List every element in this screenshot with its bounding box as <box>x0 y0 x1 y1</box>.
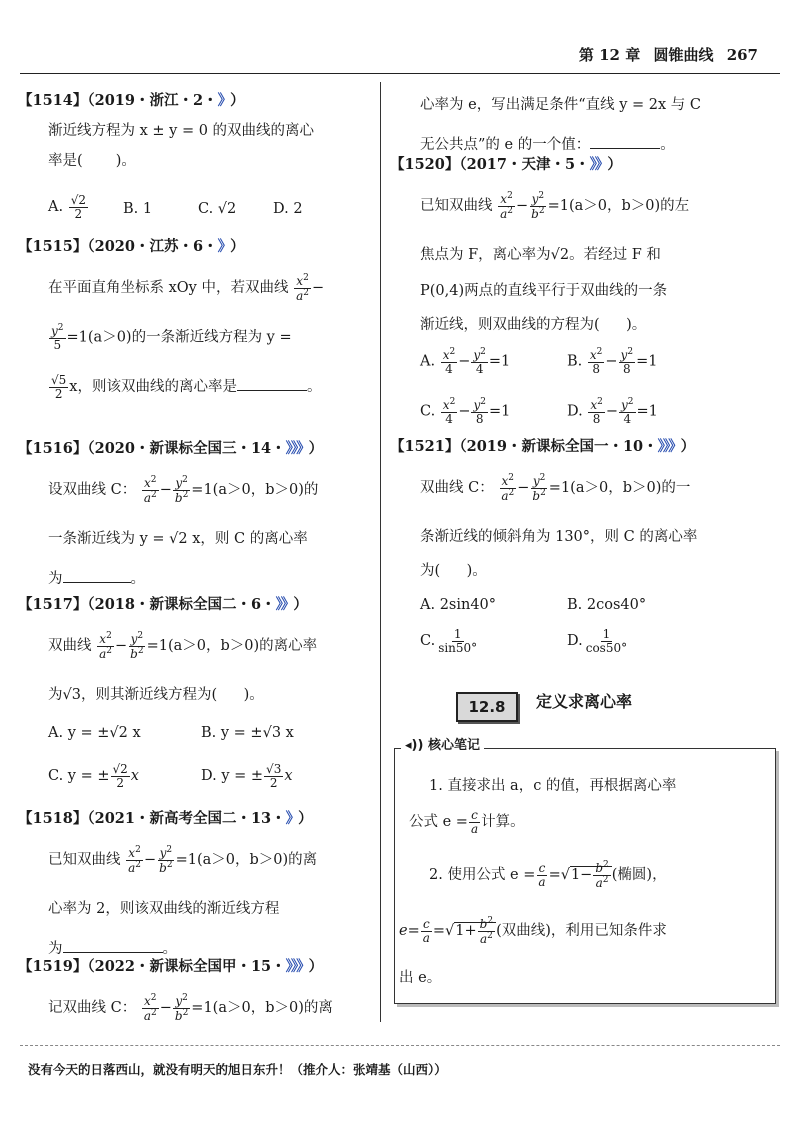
option-d: D. y = ± $\frac{√3}{2}$ x <box>201 762 293 790</box>
note-text: 2. 使用公式 e = $\frac{c}{a}$ =√1− $\frac{b^2}{a^2}$ (椭圆)， <box>429 860 667 890</box>
option-b: B. 2cos40° <box>567 597 647 613</box>
problem-text: 一条渐近线为 y = √2 x，则 C 的离心率 <box>48 531 308 547</box>
problem-text: 为( )。 <box>420 563 487 579</box>
option-a: A. y = ±√2 x <box>48 725 141 741</box>
problem-1521 <box>390 438 775 655</box>
problem-heading: 【1514】（2019・浙江・2・》） <box>18 92 245 109</box>
option-b: B. 1 <box>123 201 153 217</box>
option-a: A. $\frac{√2}{2}$ <box>48 193 86 221</box>
difficulty-icon: 》》》 <box>285 958 309 975</box>
option-d: D. $\frac{1}{\cos 50^\circ}$ <box>567 627 628 655</box>
difficulty-icon: 》 <box>217 238 231 255</box>
problem-text: 在平面直角坐标系 xOy 中，若双曲线 $\frac{x^2}{a^2}$ − <box>48 273 325 303</box>
option-c: C. $\frac{x^2}{4}$ − $\frac{y^2}{8}$ =1 <box>420 397 511 426</box>
note-text: e= $\frac{c}{a}$ =√1+ $\frac{b^2}{a^2}$ (双曲线)，利用已知条件求 <box>399 916 667 946</box>
problem-text: 为√3，则其渐近线方程为( )。 <box>48 687 264 703</box>
option-c: C. $\frac{1}{\sin 50^\circ}$ <box>420 627 478 655</box>
problem-text: 渐近线，则双曲线的方程为( )。 <box>420 317 647 333</box>
core-notes-box <box>394 738 776 1004</box>
problem-text: 条渐近线的倾斜角为 130°，则 C 的离心率 <box>420 529 698 545</box>
header-rule <box>20 73 780 74</box>
option-a: A. 2sin40° <box>420 597 497 613</box>
problem-1515 <box>18 238 373 401</box>
problem-heading: 【1515】（2020・江苏・6・》） <box>18 238 245 255</box>
page-number: 267 <box>726 46 758 64</box>
note-text: 1. 直接求出 a，c 的值，再根据离心率 <box>429 778 677 794</box>
problem-text: 双曲线 C： $\frac{x^2}{a^2}$ − $\frac{y^2}{b^2}$ =1(a＞0，b＞0)的一 <box>420 473 691 503</box>
problem-text: 已知双曲线 $\frac{x^2}{a^2}$ − $\frac{y^2}{b^2}$ =1(a＞0，b＞0)的离 <box>48 845 318 875</box>
page-header <box>0 0 800 75</box>
problem-text: 心率为 e，写出满足条件“直线 y = 2x 与 C <box>420 97 701 113</box>
option-c: C. √2 <box>198 201 237 217</box>
problem-text: 记双曲线 C： $\frac{x^2}{a^2}$ − $\frac{y^2}{b^2}$ =1(a＞0，b＞0)的离 <box>48 993 333 1023</box>
problem-text: 为 。 <box>48 568 145 587</box>
footer-rule <box>20 1045 780 1046</box>
problem-heading: 【1516】（2020・新课标全国三・14・》》》） <box>18 440 324 457</box>
problem-text: 无公共点”的 e 的一个值： 。 <box>420 134 675 153</box>
problem-heading: 【1518】（2021・新高考全国二・13・》） <box>18 810 313 827</box>
option-d: D. $\frac{x^2}{8}$ − $\frac{y^2}{4}$ =1 <box>567 397 658 426</box>
difficulty-icon: 》》 <box>589 156 608 173</box>
note-text: 出 e。 <box>399 970 442 986</box>
speaker-icon: ◂)) <box>405 738 424 753</box>
option-b: B. y = ±√3 x <box>201 725 294 741</box>
footer-quote: 没有今天的日落西山，就没有明天的旭日东升！（推介人：张靖基（山西）） <box>28 1062 447 1077</box>
note-text: 公式 e = $\frac{c}{a}$ 计算。 <box>409 808 525 836</box>
section-number-badge: 12.8 <box>456 692 518 722</box>
problem-text: 设双曲线 C： $\frac{x^2}{a^2}$ − $\frac{y^2}{b^2}$ =1(a＞0，b＞0)的 <box>48 475 319 505</box>
option-a: A. $\frac{x^2}{4}$ − $\frac{y^2}{4}$ =1 <box>420 347 511 376</box>
problem-heading: 【1517】（2018・新课标全国二・6・》》） <box>18 596 308 613</box>
problem-text: $\frac{y^2}{5}$ =1(a＞0)的一条渐近线方程为 y = <box>51 323 292 352</box>
problem-text: 为 。 <box>48 938 177 957</box>
section-title: 定义求离心率 <box>536 692 633 711</box>
problem-1514 <box>18 92 373 221</box>
problem-text: $\frac{√5}{2}$ x，则该双曲线的离心率是 。 <box>51 373 322 401</box>
problem-text: 已知双曲线 $\frac{x^2}{a^2}$ − $\frac{y^2}{b^2}$ =1(a＞0，b＞0)的左 <box>420 191 690 221</box>
option-b: B. $\frac{x^2}{8}$ − $\frac{y^2}{8}$ =1 <box>567 347 658 376</box>
problem-text: 焦点为 F，离心率为√2。若经过 F 和 <box>420 247 661 263</box>
difficulty-icon: 》》》 <box>285 440 309 457</box>
problem-text: 心率为 2，则该双曲线的渐近线方程 <box>48 901 280 917</box>
chapter-title: 圆锥曲线 <box>653 46 714 64</box>
column-divider <box>380 82 381 1022</box>
problem-heading: 【1520】（2017・天津・5・》》） <box>390 156 622 173</box>
header-text <box>571 44 758 65</box>
problem-text: 渐近线方程为 x ± y = 0 的双曲线的离心 <box>48 123 315 139</box>
problem-1516 <box>18 440 373 587</box>
chapter-label: 第 12 章 <box>578 46 641 64</box>
problem-text: P(0,4)两点的直线平行于双曲线的一条 <box>420 283 668 299</box>
difficulty-icon: 》 <box>285 810 299 827</box>
problem-heading: 【1521】（2019・新课标全国一・10・》》》） <box>390 438 696 455</box>
problem-1517 <box>18 596 373 790</box>
problem-1519 <box>18 958 373 1023</box>
option-c: C. y = ± $\frac{√2}{2}$ x <box>48 762 139 790</box>
difficulty-icon: 》 <box>217 92 231 109</box>
difficulty-icon: 》》》 <box>657 438 681 455</box>
problem-1520 <box>390 156 775 426</box>
problem-heading: 【1519】（2022・新课标全国甲・15・》》》） <box>18 958 324 975</box>
option-d: D. 2 <box>273 201 303 217</box>
problem-1518 <box>18 810 373 957</box>
difficulty-icon: 》》 <box>275 596 294 613</box>
problem-text: 双曲线 $\frac{x^2}{a^2}$ − $\frac{y^2}{b^2}$ =1(a＞0，b＞0)的离心率 <box>48 631 318 661</box>
problem-text: 率是( )。 <box>48 153 136 169</box>
note-title: ◂)) 核心笔记 <box>401 739 484 752</box>
